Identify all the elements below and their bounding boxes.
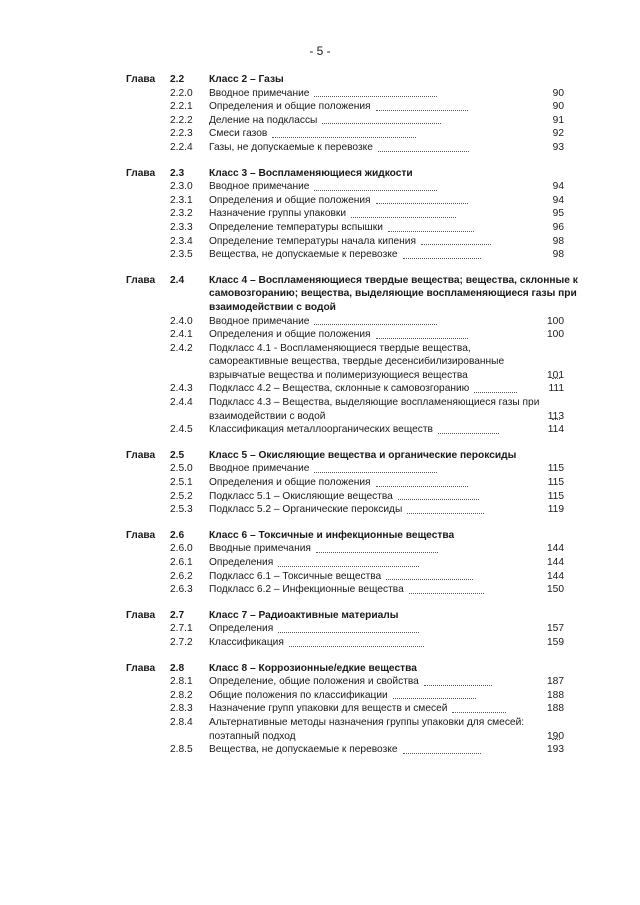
page-ref: 157: [547, 623, 564, 635]
toc-entry[interactable]: [0, 180, 640, 194]
section-line: [209, 423, 565, 437]
section-title: Общие положения по классификации: [209, 689, 388, 701]
section-title: Вводное примечание: [209, 315, 310, 327]
chapter-number: 2.6: [170, 529, 185, 541]
section-title: Альтернативные методы назначения группы упаковки для смесей: поэтапный подход: [209, 716, 525, 742]
toc-entry[interactable]: [0, 556, 640, 570]
section-number: 2.8.5: [170, 744, 193, 756]
section-title: Определения и общие положения: [209, 477, 371, 489]
chapter-heading[interactable]: [0, 167, 640, 181]
section-number: 2.6.3: [170, 584, 193, 596]
toc-chapter: [0, 449, 640, 517]
section-line: [209, 342, 565, 383]
section-title: Определение температуры начала кипения: [209, 235, 416, 247]
toc-entry[interactable]: [0, 490, 640, 504]
section-number: 2.3.0: [170, 181, 193, 193]
page-ref: 188: [547, 689, 564, 701]
dot-leader: [376, 203, 468, 204]
chapter-label: Глава: [126, 449, 156, 461]
section-line: [209, 503, 565, 517]
dot-leader: [386, 579, 473, 580]
section-number: 2.4.4: [170, 397, 193, 409]
section-title: Подкласс 6.2 – Инфекционные вещества: [209, 584, 404, 596]
dot-leader: [421, 244, 491, 245]
section-number: 2.6.2: [170, 570, 193, 582]
section-line: [209, 235, 565, 249]
section-line: [209, 141, 565, 155]
section-number: 2.4.3: [170, 383, 193, 395]
toc-entry[interactable]: [0, 622, 640, 636]
toc-chapter: [0, 274, 640, 437]
section-number: 2.4.0: [170, 315, 193, 327]
section-title: Вводное примечание: [209, 463, 310, 475]
section-number: 2.5.1: [170, 477, 193, 489]
section-line: [209, 248, 565, 262]
section-title: Вводные примечания: [209, 543, 311, 555]
page-number: - 5 -: [309, 44, 331, 58]
section-number: 2.7.1: [170, 623, 193, 635]
toc-chapter: [0, 167, 640, 262]
section-title: Назначение групп упаковки для веществ и смесей: [209, 703, 448, 715]
page-ref: 111: [548, 383, 564, 395]
toc-entry[interactable]: [0, 221, 640, 235]
chapter-number: 2.2: [170, 74, 185, 85]
dot-leader: [314, 472, 437, 473]
section-line: [209, 194, 565, 208]
page-ref: 114: [547, 424, 564, 436]
toc-entry[interactable]: [0, 141, 640, 155]
section-line: [209, 100, 565, 114]
section-line: [209, 328, 565, 342]
section-number: 2.2.2: [170, 114, 193, 126]
dot-leader: [278, 566, 419, 567]
chapter-number: 2.3: [170, 167, 185, 179]
page-ref: 98: [552, 235, 564, 247]
chapter-number: 2.7: [170, 609, 185, 621]
dot-leader: [403, 753, 482, 754]
page-ref: 90: [552, 101, 564, 113]
page-ref: 119: [547, 504, 564, 516]
section-title: Определения и общие положения: [209, 329, 371, 341]
section-number: 2.5.0: [170, 463, 193, 475]
toc-entry[interactable]: [0, 702, 640, 716]
section-number: 2.6.0: [170, 543, 193, 555]
chapter-heading[interactable]: [0, 662, 640, 676]
toc-entry[interactable]: [0, 743, 640, 757]
dot-leader: [378, 151, 469, 152]
dot-leader: [316, 552, 438, 553]
toc-chapter: [0, 529, 640, 597]
chapter-number: 2.5: [170, 449, 185, 461]
section-title: Определение, общие положения и свойства: [209, 676, 419, 688]
section-title: Вводное примечание: [209, 181, 310, 193]
section-title: Определение температуры вспышки: [209, 221, 383, 233]
toc-entry[interactable]: [0, 207, 640, 221]
section-line: [209, 396, 565, 423]
dot-leader: [278, 632, 419, 633]
section-line: [209, 221, 565, 235]
toc-entry[interactable]: [0, 716, 640, 743]
chapter-label: Глава: [126, 274, 156, 286]
section-title: Подкласс 4.3 – Вещества, выделяющие воспламеняющиеся газы при взаимодействии с водой: [209, 397, 540, 422]
section-number: 2.3.1: [170, 194, 193, 206]
page-ref: 115: [547, 477, 564, 489]
section-line: [209, 622, 565, 636]
dot-leader: [376, 486, 468, 487]
section-line: [209, 743, 565, 757]
toc-entry[interactable]: [0, 476, 640, 490]
section-title: Подкласс 5.2 – Органические пероксиды: [209, 504, 403, 516]
section-line: [209, 689, 565, 703]
section-title: Деление на подклассы: [209, 114, 318, 126]
section-number: 2.5.3: [170, 504, 193, 516]
page-ref: 101: [547, 369, 564, 381]
page-ref: 113: [547, 410, 564, 422]
chapter-label: Глава: [126, 529, 156, 541]
page-ref: 144: [547, 543, 564, 555]
toc-entry[interactable]: [0, 114, 640, 128]
section-number: 2.5.2: [170, 490, 193, 502]
page-ref: 94: [552, 181, 564, 193]
dot-leader: [388, 231, 474, 232]
dot-leader: [403, 258, 482, 259]
page-ref: 100: [547, 315, 564, 327]
section-title: Подкласс 4.2 – Вещества, склонные к самовозгоранию: [209, 383, 470, 395]
page-ref: 94: [552, 194, 564, 206]
page-ref: 187: [547, 676, 564, 688]
page-ref: 93: [552, 141, 564, 153]
toc-entry[interactable]: [0, 583, 640, 597]
chapter-heading[interactable]: [0, 274, 640, 315]
page-ref: 115: [547, 463, 564, 475]
page-ref: 144: [547, 557, 564, 568]
section-line: [209, 490, 565, 504]
chapter-heading[interactable]: [0, 449, 640, 463]
page-ref: 144: [547, 570, 564, 582]
chapter-number: 2.8: [170, 662, 185, 674]
page-ref: 190: [547, 730, 564, 742]
page-ref: 90: [552, 87, 564, 99]
chapter-title: Класс 5 – Окисляющие вещества и органические пероксиды: [209, 449, 517, 461]
section-title: Смеси газов: [209, 128, 268, 140]
section-line: [209, 716, 565, 743]
toc-entry[interactable]: [0, 542, 640, 556]
section-line: [209, 542, 565, 556]
page-ref: 98: [552, 249, 564, 261]
section-title: Вещества, не допускаемые к перевозке: [209, 249, 398, 261]
dot-leader: [452, 712, 506, 713]
section-number: 2.2.4: [170, 141, 193, 153]
toc-entry[interactable]: [0, 396, 640, 423]
toc-entry[interactable]: [0, 235, 640, 249]
section-title: Классификация металлоорганических веществ: [209, 424, 433, 436]
dot-leader: [376, 110, 468, 111]
section-number: 2.3.4: [170, 235, 193, 247]
toc-entry[interactable]: [0, 689, 640, 703]
section-title: Газы, не допускаемые к перевозке: [209, 141, 373, 153]
page-ref: 159: [547, 636, 564, 648]
toc-entry[interactable]: [0, 570, 640, 584]
section-number: 2.8.4: [170, 716, 193, 728]
section-number: 2.4.1: [170, 329, 193, 341]
section-number: 2.6.1: [170, 557, 193, 568]
section-line: [209, 556, 565, 570]
section-line: [209, 127, 565, 141]
toc-entry[interactable]: [0, 423, 640, 437]
toc-chapter: [0, 662, 640, 757]
chapter-label: Глава: [126, 167, 156, 179]
chapter-heading[interactable]: [0, 609, 640, 623]
dot-leader: [424, 685, 492, 686]
toc-entry[interactable]: [0, 636, 640, 650]
section-line: [209, 675, 565, 689]
page-ref: 188: [547, 703, 564, 715]
section-line: [209, 87, 565, 101]
dot-leader: [314, 96, 437, 97]
section-number: 2.4.2: [170, 342, 193, 354]
page-ref: 100: [547, 329, 564, 341]
page-ref: 95: [552, 208, 564, 220]
chapter-label: Глава: [126, 609, 156, 621]
section-line: [209, 207, 565, 221]
chapter-title: Класс 3 – Воспламеняющиеся жидкости: [209, 167, 413, 179]
section-number: 2.2.0: [170, 87, 193, 99]
section-title: Классификация: [209, 636, 284, 648]
chapter-heading[interactable]: [0, 73, 640, 87]
page-ref: 96: [552, 221, 564, 233]
section-number: 2.8.1: [170, 676, 193, 688]
section-number: 2.8.2: [170, 689, 193, 701]
toc-entry[interactable]: [0, 248, 640, 262]
section-number: 2.3.2: [170, 208, 193, 220]
toc-entry[interactable]: [0, 382, 640, 396]
chapter-label: Глава: [126, 662, 156, 674]
section-title: Вещества, не допускаемые к перевозке: [209, 744, 398, 756]
section-title: Подкласс 6.1 – Токсичные вещества: [209, 570, 382, 582]
section-number: 2.4.5: [170, 424, 193, 436]
toc-entry[interactable]: [0, 127, 640, 141]
section-title: Определения и общие положения: [209, 101, 371, 113]
page-ref: 193: [547, 744, 564, 756]
section-title: Назначение группы упаковки: [209, 208, 347, 220]
dot-leader: [289, 646, 425, 647]
toc-entry[interactable]: [0, 462, 640, 476]
section-title: Определения: [209, 623, 274, 635]
toc-entry[interactable]: [0, 342, 640, 383]
section-title: Определения и общие положения: [209, 194, 371, 206]
section-title: Вводное примечание: [209, 87, 310, 99]
section-number: 2.3.5: [170, 249, 193, 261]
toc-entry[interactable]: [0, 315, 640, 329]
chapter-title: Класс 2 – Газы: [209, 74, 284, 85]
section-title: Подкласс 5.1 – Окисляющие вещества: [209, 490, 393, 502]
section-line: [209, 476, 565, 490]
toc-entry[interactable]: [0, 675, 640, 689]
toc-entry[interactable]: [0, 194, 640, 208]
dot-leader: [407, 513, 483, 514]
page-ref: 91: [552, 114, 564, 126]
section-line: [209, 570, 565, 584]
page-ref: 150: [547, 584, 564, 596]
dot-leader: [398, 499, 479, 500]
chapter-heading[interactable]: [0, 529, 640, 543]
dot-leader: [351, 217, 455, 218]
page-ref: 92: [552, 128, 564, 140]
dot-leader: [409, 593, 485, 594]
chapter-title: Класс 8 – Коррозионные/едкие вещества: [209, 662, 417, 674]
dot-leader: [376, 338, 468, 339]
chapter-number: 2.4: [170, 274, 185, 286]
section-number: 2.7.2: [170, 636, 193, 648]
page-ref: 115: [547, 490, 564, 502]
dot-leader: [314, 190, 437, 191]
section-line: [209, 702, 565, 716]
section-number: 2.3.3: [170, 221, 193, 233]
section-title: Подкласс 4.1 - Воспламеняющиеся твердые вещества, самореактивные вещества, твердые десенсибилизированные взрывчатые вещества и полимеризующиеся вещества: [209, 342, 505, 381]
section-number: 2.2.1: [170, 101, 193, 113]
section-line: [209, 462, 565, 476]
section-title: Определения: [209, 557, 274, 568]
table-of-contents: [0, 73, 640, 769]
dot-leader: [272, 137, 416, 138]
chapter-title: Класс 4 – Воспламеняющиеся твердые вещества; вещества, склонные к самовозгоранию; вещества, выделяющие воспламеняющиеся газы при взаимодействии с водой: [209, 274, 578, 313]
dot-leader: [474, 392, 517, 393]
dot-leader: [314, 324, 437, 325]
toc-chapter: [0, 609, 640, 650]
chapter-title: Класс 7 – Радиоактивные материалы: [209, 609, 399, 621]
toc-entry[interactable]: [0, 328, 640, 342]
dot-leader: [438, 433, 499, 434]
section-line: [209, 583, 565, 597]
section-line: [209, 636, 565, 650]
section-line: [209, 180, 565, 194]
section-line: [209, 382, 565, 396]
section-number: 2.8.3: [170, 703, 193, 715]
dot-leader: [393, 698, 477, 699]
toc-entry[interactable]: [0, 87, 640, 101]
chapter-label: Глава: [126, 74, 156, 85]
section-line: [209, 315, 565, 329]
toc-chapter: [0, 73, 640, 155]
section-line: [209, 114, 565, 128]
toc-entry[interactable]: [0, 100, 640, 114]
dot-leader: [322, 123, 441, 124]
toc-entry[interactable]: [0, 503, 640, 517]
section-number: 2.2.3: [170, 128, 193, 140]
chapter-title: Класс 6 – Токсичные и инфекционные вещества: [209, 529, 455, 541]
